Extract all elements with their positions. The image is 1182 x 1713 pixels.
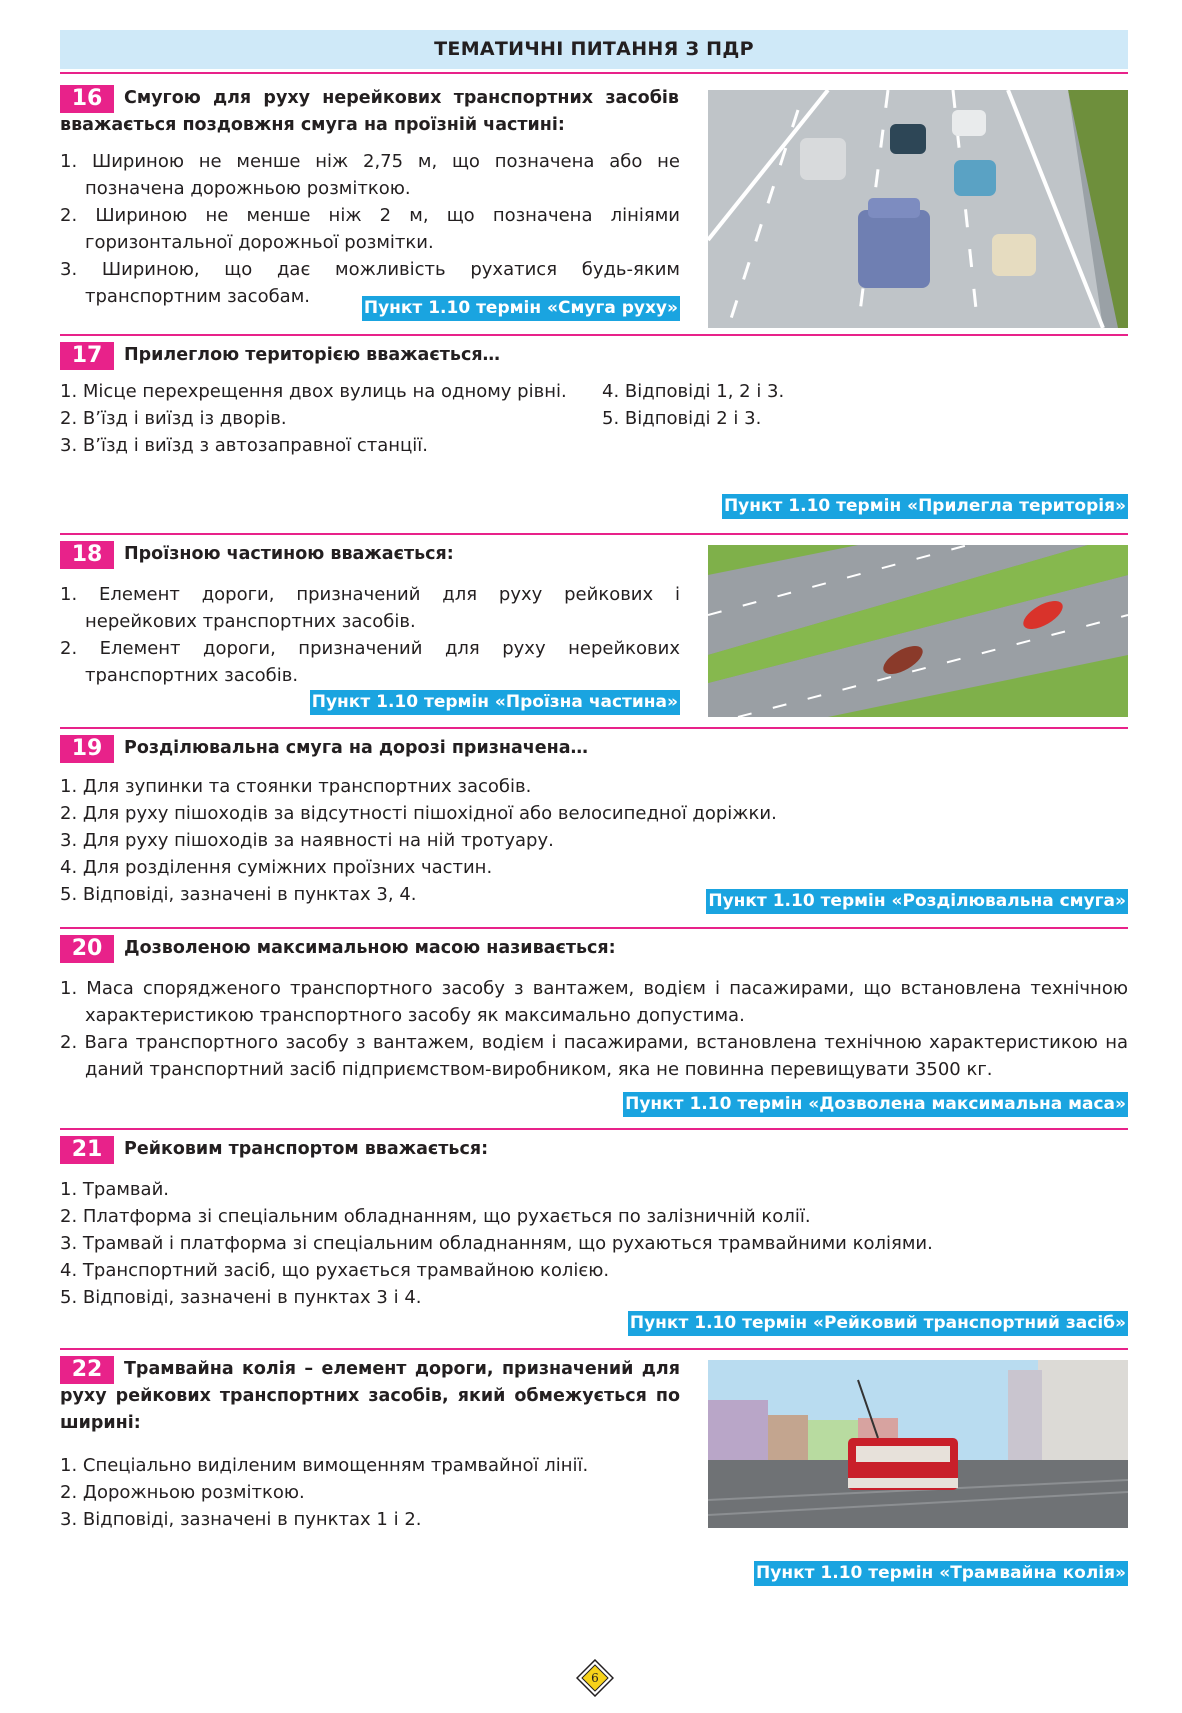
multi-lane-road-illustration bbox=[708, 90, 1128, 328]
answer-option[interactable]: 1. Трамвай. bbox=[60, 1179, 169, 1200]
source-reference: Пункт 1.10 термін «Рейковий транспортний засіб» bbox=[628, 1311, 1128, 1336]
page-title: ТЕМАТИЧНІ ПИТАННЯ З ПДР bbox=[434, 38, 754, 60]
question-18 bbox=[60, 533, 1128, 718]
tram-street-illustration bbox=[708, 1360, 1128, 1528]
question-number: 19 bbox=[60, 735, 114, 763]
question-title: Дозволеною максимальною масою називається: bbox=[124, 938, 616, 958]
answer-list bbox=[60, 1176, 1128, 1311]
answer-list bbox=[60, 148, 680, 310]
question-number: 18 bbox=[60, 541, 114, 569]
source-reference: Пункт 1.10 термін «Прилегла територія» bbox=[722, 494, 1128, 519]
question-title bbox=[124, 85, 679, 112]
answer-option[interactable]: 4. Відповіді 1, 2 і 3. bbox=[602, 381, 785, 402]
source-reference: Пункт 1.10 термін «Проїзна частина» bbox=[310, 690, 680, 715]
question-divider bbox=[60, 1128, 1128, 1130]
source-reference: Пункт 1.10 термін «Розділювальна смуга» bbox=[706, 889, 1128, 914]
answer-list bbox=[60, 975, 1128, 1083]
answer-option[interactable]: 1. Місце перехрещення двох вулиць на одному рівні. bbox=[60, 381, 567, 402]
question-divider bbox=[60, 1348, 1128, 1350]
question-divider bbox=[60, 533, 1128, 535]
question-title: Рейковим транспортом вважається: bbox=[124, 1139, 489, 1159]
question-17 bbox=[60, 334, 1128, 524]
answer-option[interactable]: 2. Вага транспортного засобу з вантажем, водієм і пасажирами, встановлена технічною характеристикою на даний транспортний засіб підприємством-виробником, яка не повинна перевищувати 3500 кг. bbox=[60, 1032, 1128, 1080]
question-divider bbox=[60, 727, 1128, 729]
answer-option[interactable]: 1. Маса спорядженого транспортного засобу з вантажем, водієм і пасажирами, що встановлена технічною характеристикою транспортного засобу як максимально допустима. bbox=[60, 978, 1128, 1026]
question-title: Прилеглою територією вважається… bbox=[124, 345, 501, 365]
question-title: Проїзною частиною вважається: bbox=[124, 544, 454, 564]
source-reference: Пункт 1.10 термін «Трамвайна колія» bbox=[754, 1561, 1128, 1586]
page-number-badge bbox=[576, 1659, 614, 1697]
question-20 bbox=[60, 927, 1128, 1117]
question-number: 21 bbox=[60, 1136, 114, 1164]
answer-option[interactable]: 5. Відповіді 2 і 3. bbox=[602, 408, 762, 429]
question-divider bbox=[60, 927, 1128, 929]
answer-option[interactable]: 2. Елемент дороги, призначений для руху нерейкових транспортних засобів. bbox=[60, 638, 680, 686]
question-number: 22 bbox=[60, 1356, 114, 1384]
answer-option[interactable]: 2. В’їзд і виїзд із дворів. bbox=[60, 408, 287, 429]
answer-option[interactable]: 1. Для зупинки та стоянки транспортних засобів. bbox=[60, 776, 532, 797]
answer-option[interactable]: 5. Відповіді, зазначені в пунктах 3, 4. bbox=[60, 884, 417, 905]
question-title: Трамвайна колія – елемент дороги, призначений для руху рейкових транспортних засобів, який обмежується по ширині: bbox=[60, 1359, 680, 1433]
question-16 bbox=[60, 78, 1128, 328]
answer-list-right bbox=[602, 378, 902, 432]
question-number: 20 bbox=[60, 935, 114, 963]
answer-option[interactable]: 1. Шириною не менше ніж 2,75 м, що позначена або не позначена дорожньою розміткою. bbox=[60, 151, 680, 199]
answer-list bbox=[60, 1452, 680, 1533]
answer-option[interactable]: 2. Для руху пішоходів за відсутності пішохідної або велосипедної доріжки. bbox=[60, 803, 777, 824]
answer-option[interactable]: 3. Шириною, що дає можливість рухатися будь-яким транспортним засобам. bbox=[60, 259, 680, 307]
question-title: Розділювальна смуга на дорозі призначена… bbox=[124, 738, 589, 758]
question-number: 16 bbox=[60, 85, 114, 113]
question-divider bbox=[60, 334, 1128, 336]
question-number: 17 bbox=[60, 342, 114, 370]
divided-road-illustration bbox=[708, 545, 1128, 717]
answer-option[interactable]: 1. Спеціально виділеним вимощенням трамвайної лінії. bbox=[60, 1455, 589, 1476]
answer-option[interactable]: 3. В’їзд і виїзд з автозаправної станції. bbox=[60, 435, 428, 456]
answer-option[interactable]: 2. Шириною не менше ніж 2 м, що позначена лініями горизонтальної дорожньої розмітки. bbox=[60, 205, 680, 253]
question-22 bbox=[60, 1348, 1128, 1583]
source-reference: Пункт 1.10 термін «Смуга руху» bbox=[362, 296, 680, 321]
question-19 bbox=[60, 727, 1128, 917]
answer-option[interactable]: 3. Для руху пішоходів за наявності на ній тротуару. bbox=[60, 830, 554, 851]
question-title-line-2: вважається поздовжня смуга на проїзній частині: bbox=[60, 115, 565, 135]
source-reference: Пункт 1.10 термін «Дозволена максимальна маса» bbox=[623, 1092, 1128, 1117]
answer-option[interactable]: 4. Для розділення суміжних проїзних частин. bbox=[60, 857, 493, 878]
header-divider bbox=[60, 72, 1128, 74]
answer-option[interactable]: 5. Відповіді, зазначені в пунктах 3 і 4. bbox=[60, 1287, 422, 1308]
answer-option[interactable]: 2. Дорожньою розміткою. bbox=[60, 1482, 305, 1503]
answer-list bbox=[60, 773, 900, 908]
page-header bbox=[60, 30, 1128, 69]
question-title-line: Смугою для руху нерейкових транспортних засобів bbox=[124, 88, 679, 108]
answer-option[interactable]: 2. Платформа зі спеціальним обладнанням, що рухається по залізничній колії. bbox=[60, 1206, 811, 1227]
answer-option[interactable]: 3. Трамвай і платформа зі спеціальним обладнанням, що рухаються трамвайними коліями. bbox=[60, 1233, 933, 1254]
answer-option[interactable]: 3. Відповіді, зазначені в пунктах 1 і 2. bbox=[60, 1509, 422, 1530]
answer-option[interactable]: 1. Елемент дороги, призначений для руху рейкових і нерейкових транспортних засобів. bbox=[60, 584, 680, 632]
answer-list-left bbox=[60, 378, 600, 459]
question-21 bbox=[60, 1128, 1128, 1343]
answer-list bbox=[60, 581, 680, 689]
page-number: 6 bbox=[591, 1671, 599, 1685]
answer-option[interactable]: 4. Транспортний засіб, що рухається трамвайною колією. bbox=[60, 1260, 610, 1281]
